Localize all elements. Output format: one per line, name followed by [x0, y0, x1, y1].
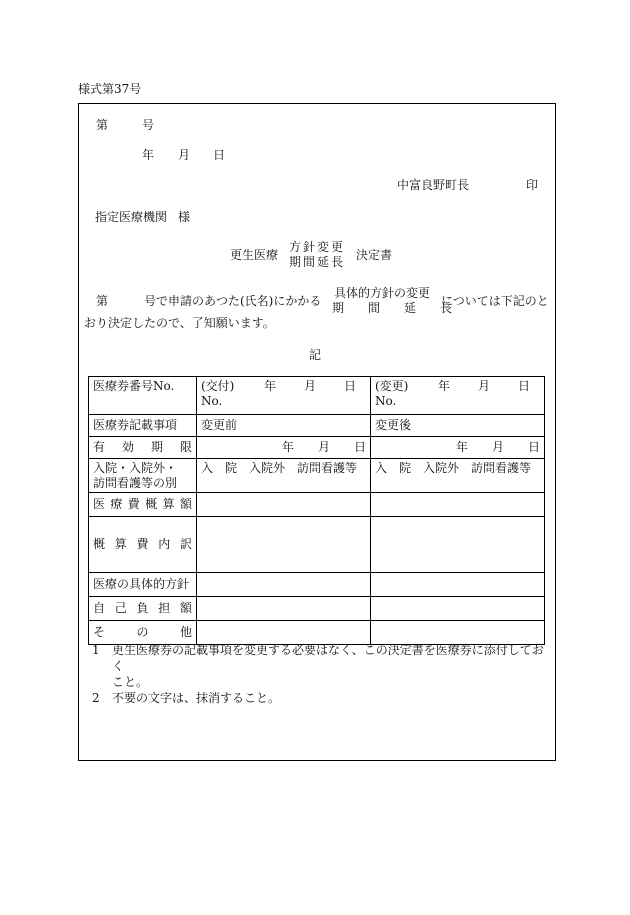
body-text-part2: については下記のと [441, 294, 549, 308]
table-row-burden [89, 597, 545, 621]
label-items: 医療券記載事項 [93, 417, 178, 432]
table-row-policy [89, 573, 545, 597]
label-burden: 自 己 負 担 額 [93, 600, 192, 615]
body-option-period-extension: 期 間 延 長 [332, 301, 453, 315]
cell-issue: (交付) 年 月 日 No. [197, 377, 371, 415]
issuer-name: 中富良野町長 [397, 178, 470, 192]
table-row-breakdown [89, 517, 545, 573]
form-number-label: 様式第37号 [78, 82, 142, 96]
date-month: 月 [178, 148, 191, 162]
label-other: そ の 他 [93, 624, 192, 639]
label-type: 入院・入院外・ 訪問看護等の別 [89, 459, 197, 493]
label-cert-number: 医療券番号No. [93, 379, 175, 393]
seal-mark: 印 [526, 178, 539, 192]
date-year: 年 [142, 148, 155, 162]
validity-date-left: 年 月 日 [281, 439, 366, 454]
label-validity: 有 効 期 限 [93, 439, 192, 454]
validity-date-right: 年 月 日 [455, 439, 540, 454]
record-table [88, 376, 545, 645]
table-row-cert-number [89, 377, 545, 415]
note-item: 2 不要の文字は、抹消すること。 [92, 691, 281, 705]
doc-number-prefix: 第 [96, 118, 109, 132]
body-text-part3: おり決定したので、了知願います。 [84, 316, 275, 330]
addressee-honorific: 様 [178, 210, 191, 224]
title-prefix: 更生医療 [230, 248, 279, 262]
title-options [289, 240, 345, 270]
title-option-period-extension: 期間延長 [289, 255, 346, 269]
ki-heading: 記 [309, 348, 322, 362]
note-item-continued: こと。 [112, 675, 149, 689]
date-day: 日 [213, 148, 226, 162]
notes-section [92, 642, 552, 706]
note-item: 1 更生医療券の記載事項を変更する必要はなく、この決定書を医療券に添付しておく [92, 643, 544, 673]
label-cost: 医 療 費 概 算 額 [93, 496, 192, 511]
table-row-validity [89, 437, 545, 459]
doc-number-suffix: 号 [142, 118, 155, 132]
before-change-label: 変更前 [201, 417, 238, 432]
label-policy: 医療の具体的方針 [93, 576, 190, 591]
addressee: 指定医療機関 [95, 210, 168, 224]
body-options [332, 286, 453, 316]
label-breakdown: 概 算 費 内 訳 [93, 536, 192, 551]
title-option-policy-change: 方針変更 [289, 240, 346, 254]
type-options-right: 入 院 入院外 訪問看護等 [375, 461, 532, 475]
body-option-policy-change: 具体的方針の変更 [333, 286, 430, 300]
title-suffix: 決定書 [356, 248, 393, 262]
table-row-type [89, 459, 545, 493]
type-options-left: 入 院 入院外 訪問看護等 [201, 461, 358, 475]
table-row-other [89, 621, 545, 645]
after-change-label: 変更後 [375, 417, 412, 432]
table-row-items [89, 415, 545, 437]
body-text-part1: 第 号で申請のあつた(氏名)にかかる [96, 294, 322, 308]
table-row-cost [89, 493, 545, 517]
cell-change: (変更) 年 月 日 No. [371, 377, 545, 415]
